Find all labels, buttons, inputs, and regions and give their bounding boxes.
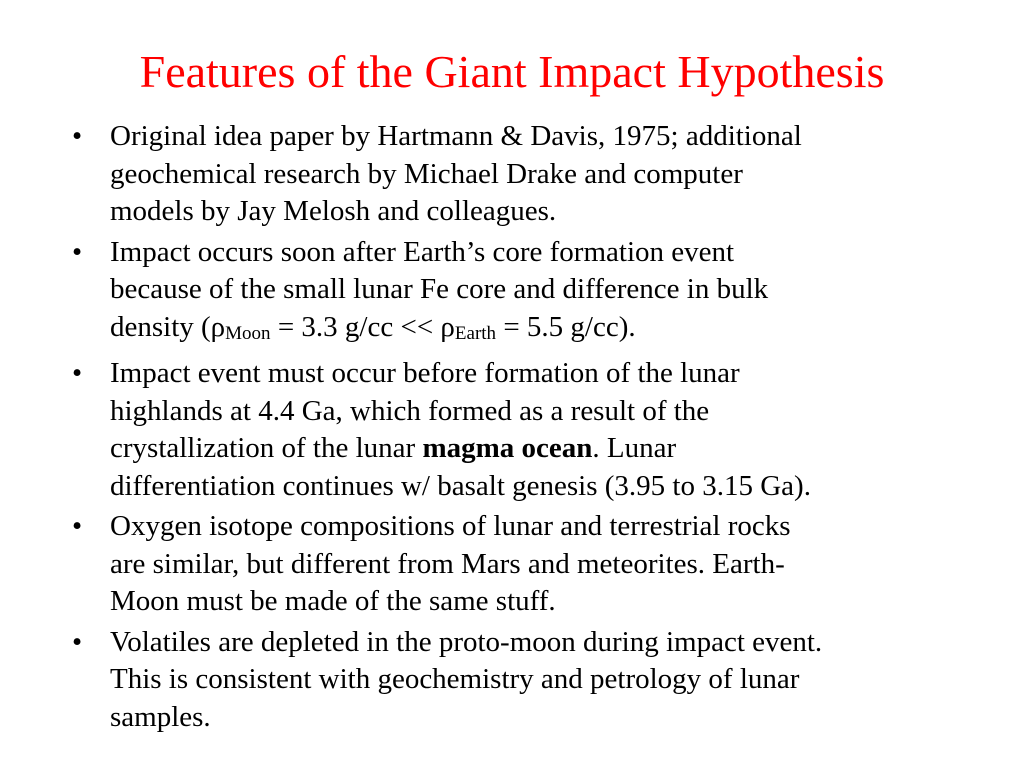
magma-ocean-line bbox=[110, 430, 972, 468]
density-line bbox=[110, 309, 972, 353]
bullet-marker: • bbox=[72, 235, 83, 268]
bullet-item-origin bbox=[72, 118, 972, 231]
bullet-line: Moon must be made of the same stuff. bbox=[110, 585, 556, 617]
magma-post: . Lunar bbox=[592, 432, 677, 464]
subscript-earth: Earth bbox=[454, 322, 497, 344]
bullet-line: This is consistent with geochemistry and petrology of lunar bbox=[110, 663, 800, 695]
bullet-line: Impact event must occur before formation of the lunar bbox=[110, 357, 740, 389]
magma-ocean-term: magma ocean bbox=[422, 432, 593, 464]
bullet-line: because of the small lunar Fe core and difference in bulk bbox=[110, 273, 769, 305]
bullet-line: highlands at 4.4 Ga, which formed as a result of the bbox=[110, 394, 710, 427]
density-lead: density (ρ bbox=[110, 310, 226, 343]
density-mid: = 3.3 g/cc << ρ bbox=[270, 310, 455, 343]
bullet-item-impact-timing bbox=[72, 234, 972, 353]
bullet-marker: • bbox=[72, 120, 83, 152]
bullet-line: are similar, but different from Mars and meteorites. Earth- bbox=[110, 547, 785, 580]
bullet-line: Volatiles are depleted in the proto-moon during impact event. bbox=[110, 625, 823, 658]
bullet-marker: • bbox=[72, 510, 83, 542]
bullet-marker: • bbox=[72, 357, 83, 389]
subscript-moon: Moon bbox=[225, 322, 271, 344]
bullet-line: models by Jay Melosh and colleagues. bbox=[110, 195, 557, 227]
slide-title: Features of the Giant Impact Hypothesis bbox=[139, 46, 885, 97]
bullet-marker: • bbox=[72, 625, 83, 658]
bullet-line: Oxygen isotope compositions of lunar and terrestrial rocks bbox=[110, 510, 791, 542]
density-tail: = 5.5 g/cc). bbox=[496, 310, 636, 343]
bullet-line: Impact occurs soon after Earth’s core formation event bbox=[110, 235, 735, 268]
magma-pre: crystallization of the lunar bbox=[110, 432, 423, 464]
bullet-line: differentiation continues w/ basalt genesis (3.95 to 3.15 Ga). bbox=[110, 469, 811, 502]
bullet-item-oxygen-isotopes bbox=[72, 508, 972, 621]
bullet-line: samples. bbox=[110, 700, 211, 733]
bullet-line: geochemical research by Michael Drake and computer bbox=[110, 157, 743, 190]
bullet-list bbox=[72, 118, 972, 739]
bullet-item-volatiles bbox=[72, 624, 972, 737]
bullet-item-highlands bbox=[72, 355, 972, 505]
bullet-line: Original idea paper by Hartmann & Davis, 1975; additional bbox=[110, 120, 802, 152]
